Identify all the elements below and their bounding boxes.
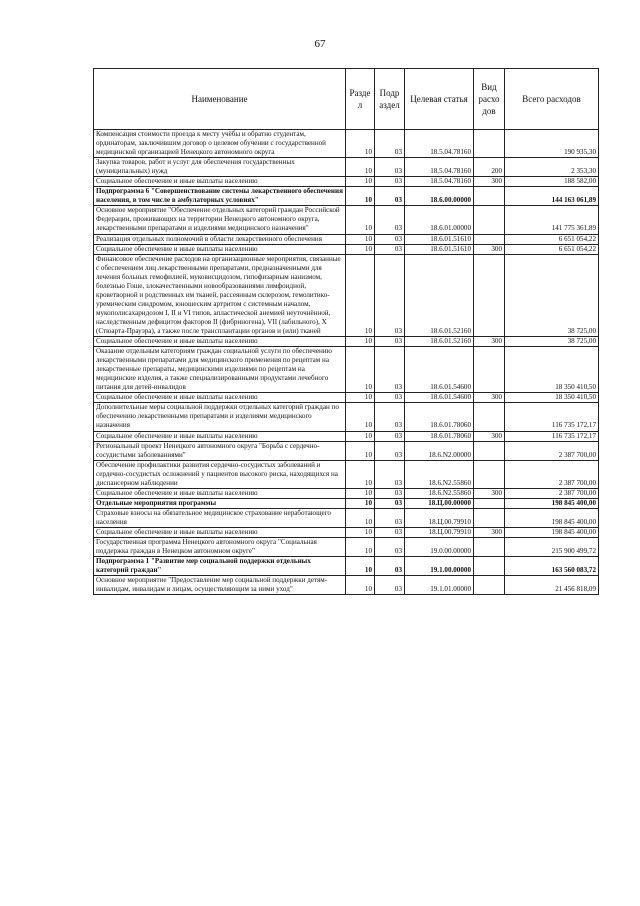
row-name: Финансовое обеспечение расходов на организационные мероприятия, связанные с обеспечением лиц лекарственными препаратами, предназначенными для лечения больных гемофилией, муковисцидозом, гипофизарным нанизмом, болезнью Гоше, злокачественными новообразованиями лимфоидной, кроветворной и родственных им тканей, рассеянным склерозом, гемолитико-уремическим синдромом, юношеским артритом с системным началом, мукополисахаридозом I, II и VI типов, апластической анемией неуточнённой, наследственным дефицитом факторов II (фибриногена), VII (лабильного), X (Стюарта-Прауэра), а также после трансплантации органов и (или) тканей xyxy=(94,254,346,336)
row-section: 10 xyxy=(346,244,375,254)
table-row xyxy=(94,403,599,431)
row-target-article: 18.6.01.78060 xyxy=(405,431,474,441)
row-subsection: 03 xyxy=(375,393,405,403)
row-target-article: 18.6.N2.55860 xyxy=(405,488,474,498)
table-row xyxy=(94,337,599,347)
row-target-article: 18.6.01.52160 xyxy=(405,254,474,336)
row-subsection: 03 xyxy=(375,527,405,537)
row-section: 10 xyxy=(346,403,375,431)
row-section: 10 xyxy=(346,441,375,460)
row-expense-type: 300 xyxy=(474,337,505,347)
row-name: Обеспечение профилактики развития сердечно-сосудистых заболеваний и сердечно-сосудистых осложнений у пациентов высокого риска, находящихся на диспансерном наблюдении xyxy=(94,460,346,488)
row-target-article: 18.6.01.54600 xyxy=(405,347,474,393)
row-expense-type xyxy=(474,508,505,527)
row-subsection: 03 xyxy=(375,498,405,508)
row-target-article: 18.5.04.78160 xyxy=(405,130,474,158)
row-expense-type xyxy=(474,460,505,488)
row-amount: 2 353,30 xyxy=(505,158,599,177)
row-target-article: 18.6.01.51610 xyxy=(405,234,474,244)
row-subsection: 03 xyxy=(375,488,405,498)
row-subsection: 03 xyxy=(375,460,405,488)
row-name: Основное мероприятие "Обеспечение отдельных категорий граждан Российской Федерации, проживающих на территории Ненецкого автономного округа, лекарственными препаратами и изделиями медицинского назначения" xyxy=(94,206,346,234)
header-subsection: Подр аздел xyxy=(375,69,405,130)
row-target-article: 18.Ц.00.79910 xyxy=(405,508,474,527)
row-subsection: 03 xyxy=(375,431,405,441)
row-amount: 2 387 700,00 xyxy=(505,441,599,460)
row-expense-type: 300 xyxy=(474,488,505,498)
row-target-article: 19.0.00.00000 xyxy=(405,538,474,557)
row-expense-type xyxy=(474,347,505,393)
row-section: 10 xyxy=(346,158,375,177)
table-row xyxy=(94,206,599,234)
row-target-article: 18.6.N2.55860 xyxy=(405,460,474,488)
row-target-article: 18.6.01.78060 xyxy=(405,403,474,431)
row-expense-type xyxy=(474,441,505,460)
row-amount: 190 935,30 xyxy=(505,130,599,158)
row-name: Социальное обеспечение и иные выплаты населению xyxy=(94,527,346,537)
row-amount: 18 350 410,50 xyxy=(505,347,599,393)
row-expense-type xyxy=(474,538,505,557)
row-name: Отдельные мероприятия программы xyxy=(94,498,346,508)
table-row xyxy=(94,460,599,488)
row-amount: 18 350 410,50 xyxy=(505,393,599,403)
row-section: 10 xyxy=(346,393,375,403)
row-subsection: 03 xyxy=(375,403,405,431)
row-subsection: 03 xyxy=(375,130,405,158)
row-name: Социальное обеспечение и иные выплаты населению xyxy=(94,337,346,347)
budget-table xyxy=(93,68,599,595)
row-amount: 163 560 083,72 xyxy=(505,557,599,576)
table-row xyxy=(94,557,599,576)
table-row xyxy=(94,538,599,557)
row-section: 10 xyxy=(346,538,375,557)
row-amount: 116 735 172,17 xyxy=(505,431,599,441)
row-expense-type: 300 xyxy=(474,527,505,537)
row-name: Реализация отдельных полномочий в области лекарственного обеспечения xyxy=(94,234,346,244)
row-subsection: 03 xyxy=(375,206,405,234)
header-target: Целевая статья xyxy=(405,69,474,130)
row-subsection: 03 xyxy=(375,347,405,393)
row-name: Социальное обеспечение и иные выплаты населению xyxy=(94,488,346,498)
row-section: 10 xyxy=(346,460,375,488)
header-exp-type: Вид расхо дов xyxy=(474,69,505,130)
row-subsection: 03 xyxy=(375,244,405,254)
table-row xyxy=(94,498,599,508)
row-amount: 21 456 818,09 xyxy=(505,576,599,595)
row-expense-type xyxy=(474,187,505,206)
row-subsection: 03 xyxy=(375,441,405,460)
row-section: 10 xyxy=(346,576,375,595)
row-expense-type xyxy=(474,557,505,576)
row-section: 10 xyxy=(346,234,375,244)
row-target-article: 18.6.01.51610 xyxy=(405,244,474,254)
row-amount: 198 845 400,00 xyxy=(505,508,599,527)
row-section: 10 xyxy=(346,177,375,187)
row-expense-type: 300 xyxy=(474,244,505,254)
row-section: 10 xyxy=(346,488,375,498)
row-section: 10 xyxy=(346,557,375,576)
table-row xyxy=(94,488,599,498)
row-target-article: 18.5.04.78160 xyxy=(405,177,474,187)
row-amount: 141 775 361,89 xyxy=(505,206,599,234)
row-section: 10 xyxy=(346,527,375,537)
row-expense-type: 200 xyxy=(474,158,505,177)
row-expense-type xyxy=(474,254,505,336)
row-target-article: 19.1.01.00000 xyxy=(405,576,474,595)
row-section: 10 xyxy=(346,130,375,158)
row-target-article: 18.6.01.54600 xyxy=(405,393,474,403)
row-name: Страховые взносы на обязательное медицинское страхование неработающего населения xyxy=(94,508,346,527)
row-amount: 198 845 400,00 xyxy=(505,498,599,508)
row-name: Социальное обеспечение и иные выплаты населению xyxy=(94,177,346,187)
row-expense-type xyxy=(474,576,505,595)
row-expense-type xyxy=(474,234,505,244)
table-row xyxy=(94,576,599,595)
row-target-article: 18.Ц.00.79910 xyxy=(405,527,474,537)
row-name: Компенсация стоимости проезда к месту учёбы и обратно студентам, ординаторам, заключившим договор о целевом обучении с государственной медицинской организацией Ненецкого автономного округа xyxy=(94,130,346,158)
table-row xyxy=(94,527,599,537)
row-expense-type: 300 xyxy=(474,431,505,441)
row-amount: 6 651 054,22 xyxy=(505,244,599,254)
row-subsection: 03 xyxy=(375,234,405,244)
row-amount: 116 735 172,17 xyxy=(505,403,599,431)
row-amount: 188 582,00 xyxy=(505,177,599,187)
table-row xyxy=(94,508,599,527)
row-name: Региональный проект Ненецкого автономного округа "Борьба с сердечно-сосудистыми заболеваниями" xyxy=(94,441,346,460)
header-total: Всего расходов xyxy=(505,69,599,130)
row-target-article: 18.6.01.00000 xyxy=(405,206,474,234)
row-section: 10 xyxy=(346,187,375,206)
table-row xyxy=(94,393,599,403)
row-amount: 215 900 499,72 xyxy=(505,538,599,557)
row-target-article: 18.6.01.52160 xyxy=(405,337,474,347)
table-row xyxy=(94,347,599,393)
row-amount: 198 845 400,00 xyxy=(505,527,599,537)
table-row xyxy=(94,158,599,177)
row-amount: 38 725,00 xyxy=(505,254,599,336)
row-name: Дополнительные меры социальной поддержки отдельных категорий граждан по обеспечению лекарственными препаратами и изделиями медицинского назначения xyxy=(94,403,346,431)
row-name: Оказание отдельным категориям граждан социальной услуги по обеспечению лекарственными препаратами для медицинского применения по рецептам на лекарственные препараты, медицинскими изделиями по рецептам на медицинские изделия, а также специализированными продуктами лечебного питания для детей-инвалидов xyxy=(94,347,346,393)
row-expense-type: 300 xyxy=(474,393,505,403)
row-section: 10 xyxy=(346,498,375,508)
table-row xyxy=(94,431,599,441)
row-name: Подпрограмма 6 "Совершенствование системы лекарственного обеспечения населения, в том числе в амбулаторных условиях" xyxy=(94,187,346,206)
table-row xyxy=(94,177,599,187)
row-subsection: 03 xyxy=(375,508,405,527)
table-row xyxy=(94,254,599,336)
row-subsection: 03 xyxy=(375,158,405,177)
row-subsection: 03 xyxy=(375,538,405,557)
row-name: Социальное обеспечение и иные выплаты населению xyxy=(94,393,346,403)
row-expense-type xyxy=(474,498,505,508)
row-subsection: 03 xyxy=(375,576,405,595)
table-row xyxy=(94,187,599,206)
row-expense-type: 300 xyxy=(474,177,505,187)
header-name: Наименование xyxy=(94,69,346,130)
row-expense-type xyxy=(474,206,505,234)
row-subsection: 03 xyxy=(375,254,405,336)
row-name: Закупка товаров, работ и услуг для обеспечения государственных (муниципальных) нужд xyxy=(94,158,346,177)
row-section: 10 xyxy=(346,254,375,336)
row-section: 10 xyxy=(346,347,375,393)
row-amount: 6 651 054,22 xyxy=(505,234,599,244)
row-section: 10 xyxy=(346,206,375,234)
row-target-article: 18.6.00.00000 xyxy=(405,187,474,206)
row-target-article: 19.1.00.00000 xyxy=(405,557,474,576)
table-row xyxy=(94,234,599,244)
row-subsection: 03 xyxy=(375,177,405,187)
row-expense-type xyxy=(474,403,505,431)
table-row xyxy=(94,441,599,460)
row-name: Основное мероприятие "Предоставление мер социальной поддержки детям-инвалидам, инвалидам и лицам, осуществляющим за ними уход" xyxy=(94,576,346,595)
row-target-article: 18.5.04.78160 xyxy=(405,158,474,177)
table-header-row xyxy=(94,69,599,130)
row-amount: 2 387 700,00 xyxy=(505,460,599,488)
row-target-article: 18.Ц.00.00000 xyxy=(405,498,474,508)
row-section: 10 xyxy=(346,508,375,527)
table-row xyxy=(94,244,599,254)
page-number: 67 xyxy=(314,38,326,50)
header-section: Разде л xyxy=(346,69,375,130)
row-amount: 38 725,00 xyxy=(505,337,599,347)
row-expense-type xyxy=(474,130,505,158)
row-subsection: 03 xyxy=(375,337,405,347)
row-amount: 144 163 061,89 xyxy=(505,187,599,206)
row-amount: 2 387 700,00 xyxy=(505,488,599,498)
row-subsection: 03 xyxy=(375,557,405,576)
row-name: Социальное обеспечение и иные выплаты населению xyxy=(94,244,346,254)
row-section: 10 xyxy=(346,431,375,441)
row-name: Государственная программа Ненецкого автономного округа "Социальная поддержка граждан в Ненецком автономном округе" xyxy=(94,538,346,557)
table-row xyxy=(94,130,599,158)
row-section: 10 xyxy=(346,337,375,347)
row-target-article: 18.6.N2.00000 xyxy=(405,441,474,460)
row-name: Подпрограмма 1 "Развитие мер социальной поддержки отдельных категорий граждан" xyxy=(94,557,346,576)
row-subsection: 03 xyxy=(375,187,405,206)
row-name: Социальное обеспечение и иные выплаты населению xyxy=(94,431,346,441)
